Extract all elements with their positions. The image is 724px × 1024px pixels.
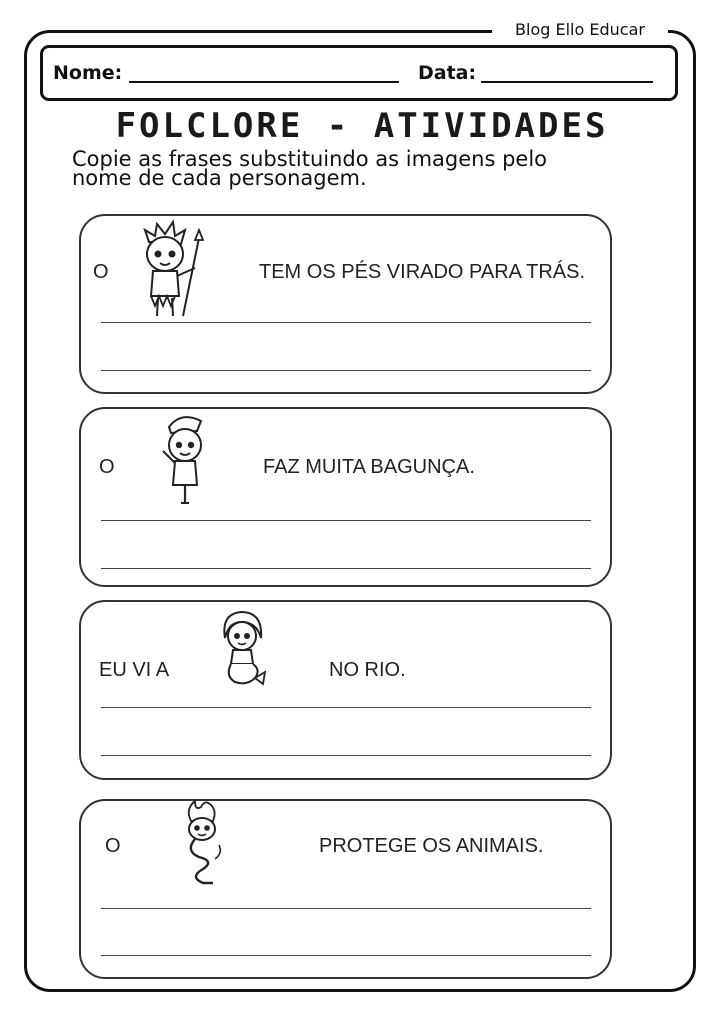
writing-line[interactable] xyxy=(101,908,591,909)
iara-icon xyxy=(211,608,273,688)
name-label: Nome: xyxy=(53,62,123,84)
page-title: FOLCLORE - ATIVIDADES xyxy=(115,106,609,146)
date-field[interactable] xyxy=(481,81,653,83)
name-field[interactable] xyxy=(129,81,399,83)
writing-line[interactable] xyxy=(101,955,591,956)
sentence-card-3 xyxy=(79,600,612,780)
writing-line[interactable] xyxy=(101,755,591,756)
date-label: Data: xyxy=(418,62,477,84)
student-info-box xyxy=(40,45,678,101)
sentence-card-1 xyxy=(79,214,612,394)
sentence-card-2 xyxy=(79,407,612,587)
brand-label: Blog Ello Educar xyxy=(492,16,668,44)
curupira-icon xyxy=(131,216,211,320)
sentence-3-after: NO RIO. xyxy=(329,659,406,681)
boitata-icon xyxy=(177,799,227,887)
writing-line[interactable] xyxy=(101,707,591,708)
sentence-1-after: TEM OS PÉS VIRADO PARA TRÁS. xyxy=(259,261,586,283)
sentence-3-before: EU VI A xyxy=(99,659,170,681)
writing-line[interactable] xyxy=(101,370,591,371)
writing-line[interactable] xyxy=(101,568,591,569)
sentence-4-after: PROTEGE OS ANIMAIS. xyxy=(319,835,544,857)
sentence-2-before: O xyxy=(99,456,115,478)
sentence-1-before: O xyxy=(93,261,109,283)
writing-line[interactable] xyxy=(101,322,591,323)
saci-icon xyxy=(151,411,219,507)
sentence-4-before: O xyxy=(105,835,121,857)
sentence-card-4 xyxy=(79,799,612,979)
writing-line[interactable] xyxy=(101,520,591,521)
instructions-line-2: nome de cada personagem. xyxy=(72,166,367,190)
instructions-line-1: Copie as frases substituindo as imagens pelo xyxy=(72,147,548,171)
sentence-2-after: FAZ MUITA BAGUNÇA. xyxy=(263,456,475,478)
instructions xyxy=(72,147,672,190)
